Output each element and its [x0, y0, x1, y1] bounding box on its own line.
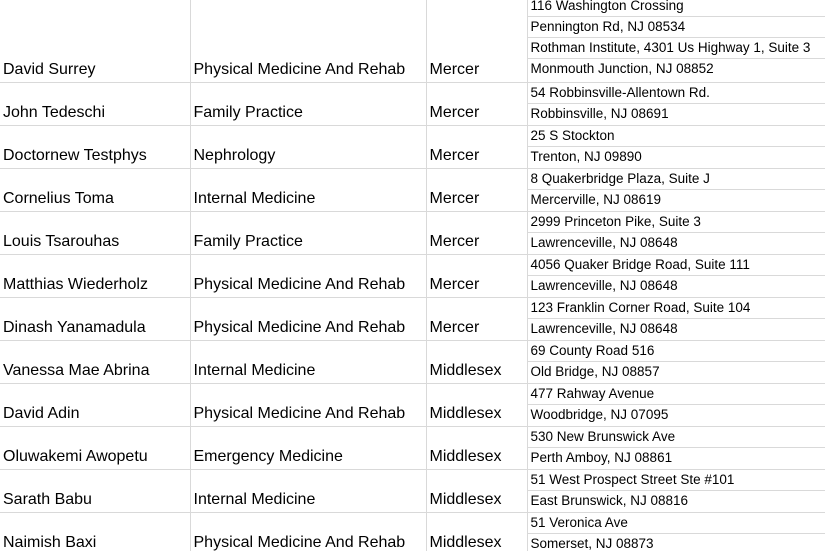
county-cell[interactable]: Mercer	[426, 169, 527, 212]
address-line: 123 Franklin Corner Road, Suite 104	[530, 300, 751, 315]
specialty-cell[interactable]: Nephrology	[190, 126, 426, 169]
name-cell[interactable]: David Surrey	[0, 0, 190, 83]
address-line: Lawrenceville, NJ 08648	[528, 275, 825, 296]
address-line: 530 New Brunswick Ave	[530, 429, 676, 444]
address-cell[interactable]	[527, 341, 825, 384]
address-line: 54 Robbinsville-Allentown Rd.	[530, 85, 710, 100]
specialty-cell[interactable]: Family Practice	[190, 83, 426, 126]
table-row	[0, 0, 825, 83]
name-cell[interactable]: Cornelius Toma	[0, 169, 190, 212]
address-line: Old Bridge, NJ 08857	[528, 361, 825, 382]
address-line: Woodbridge, NJ 07095	[528, 404, 825, 425]
name-cell[interactable]: David Adin	[0, 384, 190, 427]
address-line: Lawrenceville, NJ 08648	[528, 232, 825, 253]
address-line: Robbinsville, NJ 08691	[528, 103, 825, 124]
table-row	[0, 255, 825, 298]
specialty-cell[interactable]: Internal Medicine	[190, 169, 426, 212]
specialty-cell[interactable]: Physical Medicine And Rehab	[190, 298, 426, 341]
table-row	[0, 427, 825, 470]
address-cell[interactable]	[527, 470, 825, 513]
name-cell[interactable]: Doctornew Testphys	[0, 126, 190, 169]
specialty-cell[interactable]: Emergency Medicine	[190, 427, 426, 470]
address-cell[interactable]	[527, 513, 825, 551]
address-cell[interactable]	[527, 255, 825, 298]
address-line: 69 County Road 516	[530, 343, 655, 358]
name-cell[interactable]: Vanessa Mae Abrina	[0, 341, 190, 384]
address-cell[interactable]	[527, 0, 825, 83]
specialty-cell[interactable]: Internal Medicine	[190, 470, 426, 513]
county-cell[interactable]: Middlesex	[426, 427, 527, 470]
specialty-cell[interactable]: Physical Medicine And Rehab	[190, 255, 426, 298]
table-row	[0, 169, 825, 212]
specialty-cell[interactable]: Internal Medicine	[190, 341, 426, 384]
name-cell[interactable]: John Tedeschi	[0, 83, 190, 126]
name-cell[interactable]: Dinash Yanamadula	[0, 298, 190, 341]
specialty-cell[interactable]: Physical Medicine And Rehab	[190, 513, 426, 551]
county-cell[interactable]: Mercer	[426, 298, 527, 341]
county-cell[interactable]: Mercer	[426, 126, 527, 169]
county-cell[interactable]: Middlesex	[426, 341, 527, 384]
county-cell[interactable]: Middlesex	[426, 384, 527, 427]
address-line: Trenton, NJ 09890	[528, 146, 825, 167]
address-line: 51 West Prospect Street Ste #101	[530, 472, 735, 487]
name-cell[interactable]: Sarath Babu	[0, 470, 190, 513]
name-cell[interactable]: Louis Tsarouhas	[0, 212, 190, 255]
address-cell[interactable]	[527, 83, 825, 126]
address-line: 25 S Stockton	[530, 128, 615, 143]
address-line: Somerset, NJ 08873	[528, 533, 825, 551]
table-row	[0, 513, 825, 551]
county-cell[interactable]: Mercer	[426, 255, 527, 298]
county-cell[interactable]: Middlesex	[426, 470, 527, 513]
address-line: 116 Washington Crossing	[530, 0, 684, 13]
address-line: Rothman Institute, 4301 Us Highway 1, Suite 3	[528, 37, 825, 58]
address-line: Mercerville, NJ 08619	[528, 189, 825, 210]
table-row	[0, 470, 825, 513]
address-line: Monmouth Junction, NJ 08852	[528, 58, 825, 79]
address-line: Perth Amboy, NJ 08861	[528, 447, 825, 468]
address-line: Pennington Rd, NJ 08534	[528, 16, 825, 37]
table-row	[0, 384, 825, 427]
table-row	[0, 212, 825, 255]
address-cell[interactable]	[527, 169, 825, 212]
address-cell[interactable]	[527, 298, 825, 341]
address-cell[interactable]	[527, 212, 825, 255]
name-cell[interactable]: Naimish Baxi	[0, 513, 190, 551]
table-row	[0, 83, 825, 126]
address-line: 4056 Quaker Bridge Road, Suite 111	[530, 257, 750, 272]
specialty-cell[interactable]: Physical Medicine And Rehab	[190, 0, 426, 83]
table-row	[0, 341, 825, 384]
address-line: 2999 Princeton Pike, Suite 3	[530, 214, 701, 229]
address-line: 477 Rahway Avenue	[530, 386, 655, 401]
name-cell[interactable]: Oluwakemi Awopetu	[0, 427, 190, 470]
county-cell[interactable]: Middlesex	[426, 513, 527, 551]
specialty-cell[interactable]: Physical Medicine And Rehab	[190, 384, 426, 427]
specialty-cell[interactable]: Family Practice	[190, 212, 426, 255]
county-cell[interactable]: Mercer	[426, 212, 527, 255]
name-cell[interactable]: Matthias Wiederholz	[0, 255, 190, 298]
address-cell[interactable]	[527, 126, 825, 169]
address-cell[interactable]	[527, 384, 825, 427]
address-cell[interactable]	[527, 427, 825, 470]
table-row	[0, 126, 825, 169]
address-line: East Brunswick, NJ 08816	[528, 490, 825, 511]
table-row	[0, 298, 825, 341]
address-line: 8 Quakerbridge Plaza, Suite J	[530, 171, 710, 186]
county-cell[interactable]: Mercer	[426, 83, 527, 126]
address-line: Lawrenceville, NJ 08648	[528, 318, 825, 339]
address-line: 51 Veronica Ave	[530, 515, 628, 530]
county-cell[interactable]: Mercer	[426, 0, 527, 83]
